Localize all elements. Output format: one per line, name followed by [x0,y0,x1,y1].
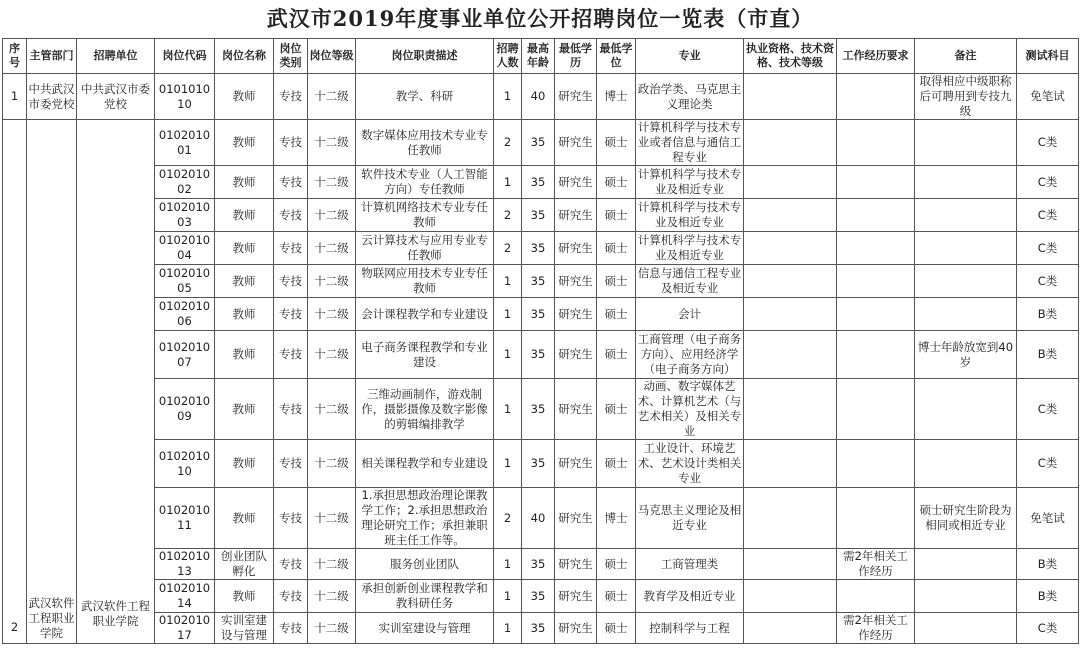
work-experience [837,199,915,232]
post-level: 十二级 [308,440,356,488]
post-code: 010201006 [155,298,215,331]
hire-count: 1 [494,379,522,440]
major: 政治学类、马克思主义理论类 [636,74,744,120]
hire-count: 1 [494,440,522,488]
work-experience [837,232,915,265]
min-education: 研究生 [555,331,597,379]
min-degree: 硕士 [597,232,636,265]
major: 马克思主义理论及相近专业 [636,488,744,549]
table-row [3,613,1079,644]
work-experience [837,580,915,613]
test-subject: 免笔试 [1017,488,1079,549]
min-degree: 博士 [597,488,636,549]
qualification [744,488,837,549]
sequence-number: 1 [3,74,27,120]
post-code: 010101010 [155,74,215,120]
max-age: 35 [522,265,555,298]
column-header: 岗位职责描述 [356,39,494,74]
post-name: 教师 [215,298,274,331]
duty-description: 会计课程教学和专业建设 [356,298,494,331]
work-experience [837,298,915,331]
sequence-number: 2 [3,120,27,644]
post-name: 教师 [215,440,274,488]
test-subject: C类 [1017,440,1079,488]
min-degree: 博士 [597,74,636,120]
duty-description: 相关课程教学和专业建设 [356,440,494,488]
qualification [744,199,837,232]
min-degree: 硕士 [597,379,636,440]
test-subject: C类 [1017,120,1079,166]
post-level: 十二级 [308,613,356,644]
max-age: 35 [522,613,555,644]
table-body [3,74,1079,644]
remark [915,166,1017,199]
remark [915,199,1017,232]
table-row [3,166,1079,199]
test-subject: C类 [1017,166,1079,199]
max-age: 35 [522,298,555,331]
test-subject: C类 [1017,379,1079,440]
test-subject: C类 [1017,265,1079,298]
work-experience [837,488,915,549]
duty-description: 软件技术专业（人工智能方向）专任教师 [356,166,494,199]
hiring-unit: 武汉软件工程职业学院 [77,120,155,644]
major: 会计 [636,298,744,331]
remark: 取得相应中级职称后可聘用到专技九级 [915,74,1017,120]
test-subject: B类 [1017,549,1079,580]
test-subject: C类 [1017,232,1079,265]
major: 计算机科学与技术专业及相近专业 [636,199,744,232]
min-degree: 硕士 [597,549,636,580]
qualification [744,613,837,644]
post-name: 教师 [215,199,274,232]
table-row [3,265,1079,298]
post-level: 十二级 [308,199,356,232]
qualification [744,232,837,265]
remark [915,232,1017,265]
min-education: 研究生 [555,379,597,440]
work-experience [837,331,915,379]
post-category: 专技 [274,613,308,644]
remark [915,298,1017,331]
work-experience [837,74,915,120]
work-experience [837,166,915,199]
column-header: 专业 [636,39,744,74]
min-degree: 硕士 [597,166,636,199]
supervising-department: 中共武汉市委党校 [27,74,77,120]
hire-count: 1 [494,613,522,644]
test-subject: 免笔试 [1017,74,1079,120]
work-experience [837,265,915,298]
major: 工商管理类 [636,549,744,580]
duty-description: 1.承担思想政治理论课教学工作；2.承担思想政治理论研究工作；承担兼职班主任工作等。 [356,488,494,549]
post-code: 010201010 [155,440,215,488]
table-row [3,298,1079,331]
post-code: 010201011 [155,488,215,549]
major: 信息与通信工程专业及相近专业 [636,265,744,298]
qualification [744,379,837,440]
qualification [744,331,837,379]
supervising-department: 武汉软件工程职业学院 [27,120,77,644]
post-category: 专技 [274,379,308,440]
post-category: 专技 [274,549,308,580]
column-header: 工作经历要求 [837,39,915,74]
column-header: 岗位代码 [155,39,215,74]
remark [915,613,1017,644]
post-level: 十二级 [308,549,356,580]
table-row [3,440,1079,488]
min-degree: 硕士 [597,265,636,298]
post-code: 010201001 [155,120,215,166]
post-name: 教师 [215,331,274,379]
duty-description: 电子商务课程教学和专业建设 [356,331,494,379]
column-header: 备注 [915,39,1017,74]
table-row [3,488,1079,549]
post-code: 010201013 [155,549,215,580]
table-row [3,549,1079,580]
post-code: 010201014 [155,580,215,613]
min-education: 研究生 [555,232,597,265]
column-header: 招聘单位 [77,39,155,74]
duty-description: 云计算技术与应用专业专任教师 [356,232,494,265]
hire-count: 2 [494,488,522,549]
table-row [3,199,1079,232]
column-header: 岗位名称 [215,39,274,74]
table-row [3,232,1079,265]
post-category: 专技 [274,120,308,166]
test-subject: B类 [1017,580,1079,613]
remark: 博士年龄放宽到40岁 [915,331,1017,379]
qualification [744,580,837,613]
table-row [3,580,1079,613]
hiring-unit: 中共武汉市委党校 [77,74,155,120]
column-header: 最低学历 [555,39,597,74]
duty-description: 物联网应用技术专业专任教师 [356,265,494,298]
table-row [3,331,1079,379]
major: 计算机科学与技术专业及相近专业 [636,232,744,265]
hire-count: 1 [494,265,522,298]
test-subject: C类 [1017,613,1079,644]
post-code: 010201002 [155,166,215,199]
column-header: 执业资格、技术资格、技术等级 [744,39,837,74]
column-header: 序号 [3,39,27,74]
column-header: 最低学位 [597,39,636,74]
min-education: 研究生 [555,549,597,580]
remark [915,379,1017,440]
max-age: 40 [522,74,555,120]
work-experience: 需2年相关工作经历 [837,549,915,580]
duty-description: 服务创业团队 [356,549,494,580]
major: 控制科学与工程 [636,613,744,644]
qualification [744,298,837,331]
post-name: 教师 [215,379,274,440]
post-level: 十二级 [308,331,356,379]
post-category: 专技 [274,199,308,232]
column-header: 岗位等级 [308,39,356,74]
max-age: 35 [522,199,555,232]
qualification [744,166,837,199]
hire-count: 2 [494,199,522,232]
major: 工商管理（电子商务方向）、应用经济学（电子商务方向） [636,331,744,379]
post-category: 专技 [274,265,308,298]
duty-description: 三维动画制作，游戏制作，摄影摄像及数字影像的剪辑编排教学 [356,379,494,440]
min-degree: 硕士 [597,613,636,644]
work-experience [837,440,915,488]
min-education: 研究生 [555,298,597,331]
remark: 硕士研究生阶段为相同或相近专业 [915,488,1017,549]
min-education: 研究生 [555,74,597,120]
max-age: 35 [522,232,555,265]
post-code: 010201004 [155,232,215,265]
max-age: 35 [522,120,555,166]
major: 计算机科学与技术专业或者信息与通信工程专业 [636,120,744,166]
duty-description: 数字媒体应用技术专业专任教师 [356,120,494,166]
post-name: 教师 [215,166,274,199]
remark [915,580,1017,613]
post-code: 010201017 [155,613,215,644]
min-degree: 硕士 [597,440,636,488]
hire-count: 1 [494,331,522,379]
qualification [744,440,837,488]
min-degree: 硕士 [597,331,636,379]
hire-count: 1 [494,549,522,580]
post-category: 专技 [274,331,308,379]
min-education: 研究生 [555,488,597,549]
duty-description: 教学、科研 [356,74,494,120]
min-degree: 硕士 [597,580,636,613]
post-code: 010201005 [155,265,215,298]
duty-description: 计算机网络技术专业专任教师 [356,199,494,232]
post-category: 专技 [274,232,308,265]
work-experience: 需2年相关工作经历 [837,613,915,644]
post-code: 010201007 [155,331,215,379]
hire-count: 1 [494,580,522,613]
max-age: 35 [522,379,555,440]
min-degree: 硕士 [597,199,636,232]
post-code: 010201009 [155,379,215,440]
max-age: 40 [522,488,555,549]
column-header: 岗位类别 [274,39,308,74]
post-code: 010201003 [155,199,215,232]
min-education: 研究生 [555,613,597,644]
post-name: 教师 [215,265,274,298]
post-level: 十二级 [308,265,356,298]
post-name: 教师 [215,120,274,166]
major: 工业设计、环境艺术、艺术设计类相关专业 [636,440,744,488]
min-education: 研究生 [555,440,597,488]
hire-count: 2 [494,232,522,265]
hire-count: 1 [494,298,522,331]
hire-count: 1 [494,74,522,120]
post-level: 十二级 [308,298,356,331]
duty-description: 实训室建设与管理 [356,613,494,644]
min-education: 研究生 [555,120,597,166]
column-header: 测试科目 [1017,39,1079,74]
post-category: 专技 [274,166,308,199]
remark [915,549,1017,580]
min-degree: 硕士 [597,298,636,331]
max-age: 35 [522,549,555,580]
test-subject: C类 [1017,199,1079,232]
major: 教育学及相近专业 [636,580,744,613]
post-name: 教师 [215,232,274,265]
post-level: 十二级 [308,166,356,199]
min-education: 研究生 [555,166,597,199]
qualification [744,74,837,120]
work-experience [837,379,915,440]
max-age: 35 [522,331,555,379]
post-category: 专技 [274,440,308,488]
post-name: 教师 [215,580,274,613]
qualification [744,265,837,298]
max-age: 35 [522,440,555,488]
qualification [744,549,837,580]
post-category: 专技 [274,580,308,613]
min-education: 研究生 [555,265,597,298]
test-subject: B类 [1017,331,1079,379]
post-name: 创业团队孵化 [215,549,274,580]
post-category: 专技 [274,488,308,549]
major: 计算机科学与技术专业及相近专业 [636,166,744,199]
post-level: 十二级 [308,232,356,265]
table-row [3,74,1079,120]
major: 动画、数字媒体艺术、计算机艺术（与艺术相关）及相关专业 [636,379,744,440]
duty-description: 承担创新创业课程教学和教科研任务 [356,580,494,613]
page-title: 武汉市2019年度事业单位公开招聘岗位一览表（市直） [266,6,814,31]
post-level: 十二级 [308,74,356,120]
min-degree: 硕士 [597,120,636,166]
min-education: 研究生 [555,580,597,613]
remark [915,265,1017,298]
post-level: 十二级 [308,488,356,549]
work-experience [837,120,915,166]
column-header: 招聘人数 [494,39,522,74]
header-row [3,39,1079,74]
recruitment-table [2,38,1079,644]
post-name: 教师 [215,488,274,549]
test-subject: B类 [1017,298,1079,331]
remark [915,120,1017,166]
min-education: 研究生 [555,199,597,232]
hire-count: 2 [494,120,522,166]
column-header: 主管部门 [27,39,77,74]
post-level: 十二级 [308,379,356,440]
post-level: 十二级 [308,120,356,166]
max-age: 35 [522,580,555,613]
table-row [3,379,1079,440]
qualification [744,120,837,166]
post-category: 专技 [274,74,308,120]
post-category: 专技 [274,298,308,331]
column-header: 最高年龄 [522,39,555,74]
post-name: 实训室建设与管理 [215,613,274,644]
post-level: 十二级 [308,580,356,613]
hire-count: 1 [494,166,522,199]
remark [915,440,1017,488]
post-name: 教师 [215,74,274,120]
table-row [3,120,1079,166]
max-age: 35 [522,166,555,199]
